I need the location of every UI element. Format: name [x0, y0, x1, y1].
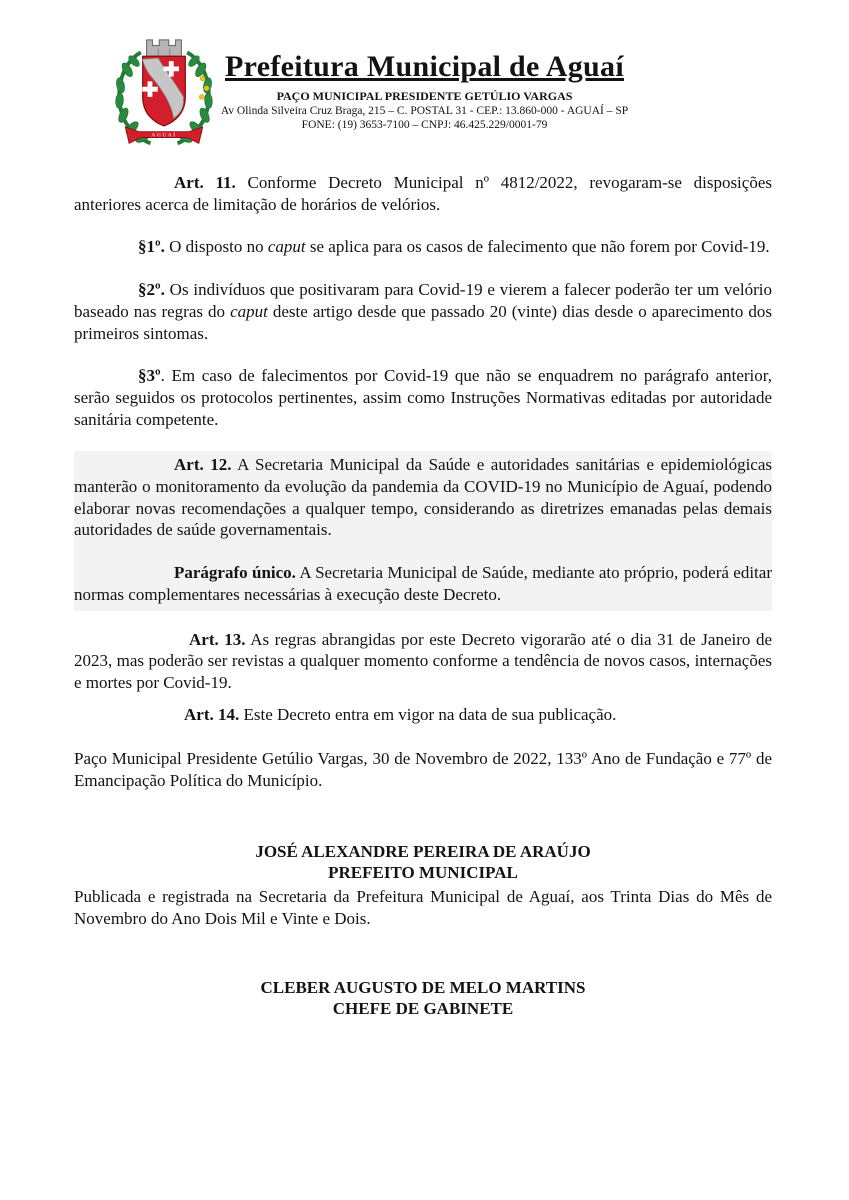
caput-term: caput: [230, 301, 268, 321]
publication-note: Publicada e registrada na Secretaria da Prefeitura Municipal de Aguaí, aos Trinta Dias do Mês de Novembro do Ano Dois Mil e Vinte e Dois.: [74, 887, 772, 928]
shield-icon: [142, 56, 185, 126]
sole-paragraph: [74, 562, 772, 605]
mayor-title: PREFEITO MUNICIPAL: [328, 863, 518, 883]
highlighted-block: [74, 451, 772, 610]
mayor-signature-block: [74, 841, 772, 884]
article-14-label: Art. 14.: [184, 704, 240, 724]
paragraph-3-label: §3º: [138, 366, 161, 386]
paragraph-2-label: §2º.: [138, 280, 165, 300]
article-12-label: Art. 12.: [174, 455, 232, 475]
paragraph-1: [74, 236, 772, 258]
chief-title: CHEFE DE GABINETE: [332, 999, 514, 1019]
chief-name: CLEBER AUGUSTO DE MELO MARTINS: [260, 977, 586, 997]
closing-date-paragraph: Paço Municipal Presidente Getúlio Vargas, 30 de Novembro de 2022, 133º Ano de Fundação e 77º de Emancipação Política do Município.: [74, 749, 772, 791]
coat-of-arms-logo: [106, 33, 222, 155]
article-12: [74, 454, 772, 541]
article-12-text: A Secretaria Municipal da Saúde e autoridades sanitárias e epidemiológicas manterão o monitoramento da evolução da pandemia da COVID-19 no Município de Aguaí, podendo elaborar novas recomendações a qualquer tempo, considerando as diretrizes emanadas pelas demais autoridades de saúde governamentais.: [74, 455, 772, 540]
paragraph-1-text-pre: O disposto no: [164, 237, 268, 257]
logo-banner-text: AGUAÍ: [151, 132, 177, 139]
palace-name-line: PAÇO MUNICIPAL PRESIDENTE GETÚLIO VARGAS: [276, 89, 573, 103]
article-13-label: Art. 13.: [189, 629, 246, 649]
phone-cnpj-line: FONE: (19) 3653-7100 – CNPJ: 46.425.229/0001-79: [301, 119, 548, 131]
article-11-text: Conforme Decreto Municipal nº 4812/2022, revogaram-se disposições anteriores acerca de limitação de horários de velórios.: [74, 173, 772, 214]
article-13-text: As regras abrangidas por este Decreto vigorarão até o dia 31 de Janeiro de 2023, mas poderão ser revistas a qualquer momento conforme a tendência de novos casos, internações e mortes por Covid-19.: [74, 629, 772, 692]
article-11: [74, 172, 772, 215]
article-14-text: Este Decreto entra em vigor na data de sua publicação.: [239, 704, 617, 724]
paragraph-1-label: §1º.: [138, 237, 165, 257]
article-13: [74, 629, 772, 694]
paragraph-1-text-post: se aplica para os casos de falecimento que não forem por Covid-19.: [305, 237, 770, 257]
municipality-title: Prefeitura Municipal de Aguaí: [225, 50, 624, 83]
article-11-label: Art. 11.: [174, 173, 236, 192]
sole-paragraph-text: A Secretaria Municipal de Saúde, mediante ato próprio, poderá editar normas complementares necessárias à execução deste Decreto.: [74, 563, 772, 604]
sole-paragraph-label: Parágrafo único.: [174, 563, 296, 583]
letterhead: [0, 0, 849, 139]
chief-of-staff-signature-block: [74, 977, 772, 1020]
mural-crown-icon: [147, 40, 182, 56]
decree-body: [74, 172, 772, 1020]
article-14: [74, 704, 772, 726]
paragraph-3-text: . Em caso de falecimentos por Covid-19 que não se enquadrem no parágrafo anterior, serão seguidos os protocolos pertinentes, assim como Instruções Normativas editadas por autoridade sanitária competente.: [74, 366, 772, 429]
caput-term: caput: [267, 237, 306, 257]
paragraph-2-text-post: deste artigo desde que passado 20 (vinte) dias desde o aparecimento dos primeiros sintomas.: [74, 301, 772, 343]
address-line: Av Olinda Silveira Cruz Braga, 215 – C. POSTAL 31 - CEP.: 13.860-000 - AGUAÍ – SP: [220, 105, 629, 117]
paragraph-3: [74, 365, 772, 430]
paragraph-2: [74, 279, 772, 344]
paragraph-2-text-pre: Os indivíduos que positivaram para Covid-19 e vierem a falecer poderão ter um velório baseado nas regras do: [74, 280, 772, 321]
mayor-name: JOSÉ ALEXANDRE PEREIRA DE ARAÚJO: [255, 841, 591, 861]
